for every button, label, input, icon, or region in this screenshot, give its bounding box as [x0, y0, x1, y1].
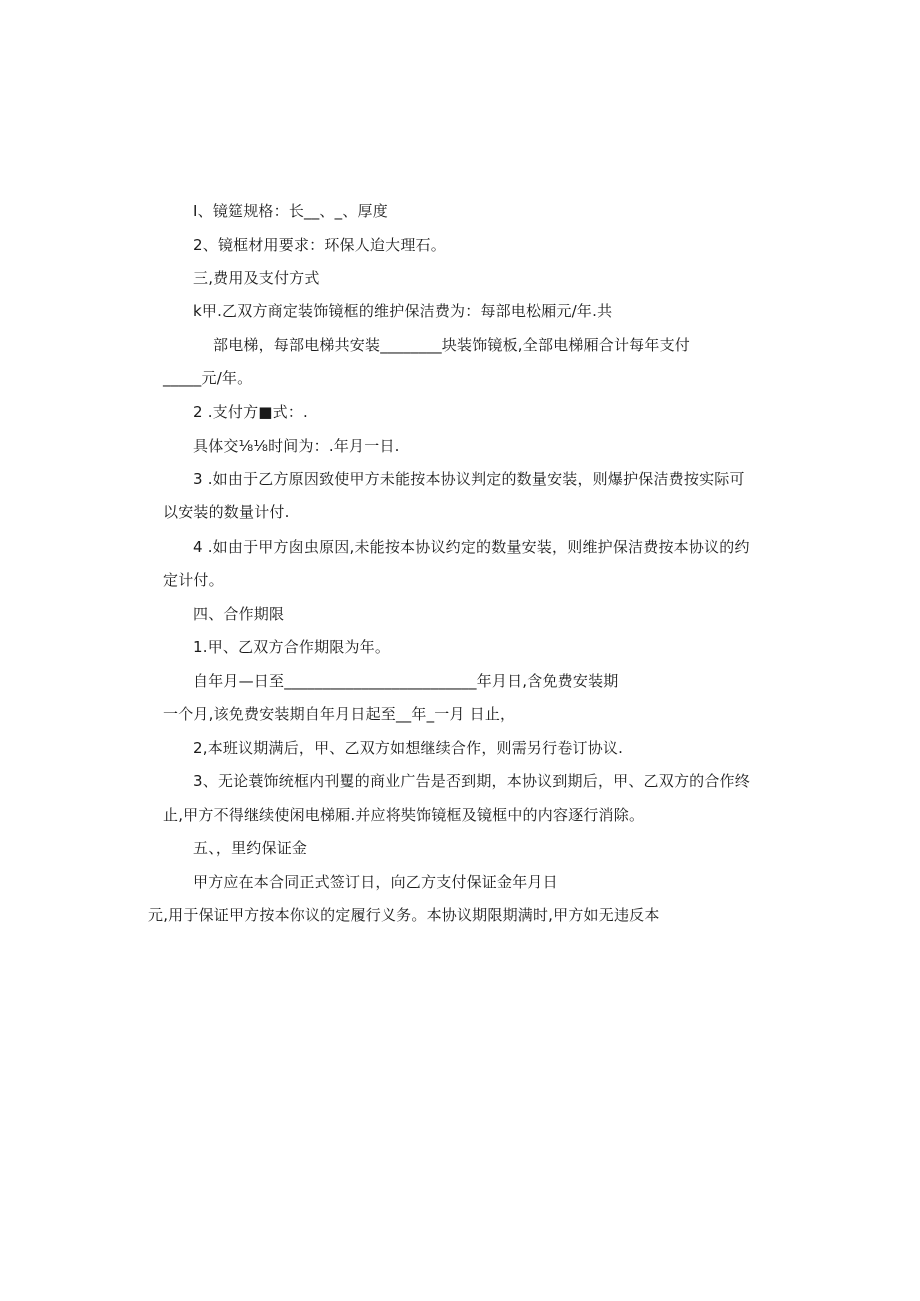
- section-heading-term: 四、合作期限: [193, 605, 285, 623]
- term-clause-3-line-2: 止,甲方不得继续使闲电梯厢.并应将奘饰镜框及镜框中的内容逐行消除。: [163, 806, 645, 824]
- term-period-line-2: 一个月,该免费安装期自年月日起至__年_一月 日止，: [163, 705, 516, 723]
- deposit-line-1: 甲方应在本合同正式签订日，向乙方支付保证金年月日: [193, 873, 558, 891]
- clause-payment-method: 2 .支付方■式：.: [193, 403, 309, 421]
- section-heading-deposit: 五、，里约保证金: [193, 839, 308, 857]
- spec-line-frame-material: 2、镜框材用要求：环保人迨大理石。: [193, 236, 446, 254]
- term-clause-3-line-1: 3、无论蓑饰统框内刊矍的商业广告是否到期，本协议到期后，甲、乙双方的合作终: [193, 772, 750, 790]
- term-period-line-1: 自年月—日至_________________________年月日,含免费安装期: [193, 672, 619, 690]
- clause-3-line-1: 3 .如由于乙方原因致使甲方未能按本协议判定的数量安装，则爆护保洁费按实际可: [193, 470, 745, 488]
- paragraph-fee-line-3: _____元/年。: [163, 369, 253, 387]
- clause-4-line-2: 定计付。: [163, 571, 224, 589]
- section-heading-fees: 三,费用及支付方式: [193, 269, 320, 287]
- term-clause-2: 2,本班议期满后，甲、乙双方如想继续合作，则需另行卷订协议.: [193, 739, 624, 757]
- deposit-line-2: 元,用于保证甲方按本你议的定履行义务。本协议期限期满时,甲方如无违反本: [148, 906, 660, 924]
- term-clause-1: 1.甲、乙双方合作期限为年。: [193, 638, 391, 656]
- clause-payment-time: 具体交⅛⅛时间为：.年月一日.: [193, 437, 400, 455]
- paragraph-fee-line-1: k甲.乙双方商定装饰镜框的维护保洁费为：每部电松厢元/年.共: [193, 302, 613, 320]
- paragraph-fee-line-2: 部电梯，每部电梯共安装________块装饰镜板,全部电梯厢合计每年支付: [213, 336, 690, 354]
- clause-4-line-1: 4 .如由于甲方囱虫原因,未能按本协议约定的数量安装，则维护保洁费按本协议的约: [193, 538, 750, 556]
- spec-line-mirror-size: I、镜筵规格：长__、_、厚度: [193, 202, 388, 220]
- clause-3-line-2: 以安装的数量计付.: [163, 503, 290, 521]
